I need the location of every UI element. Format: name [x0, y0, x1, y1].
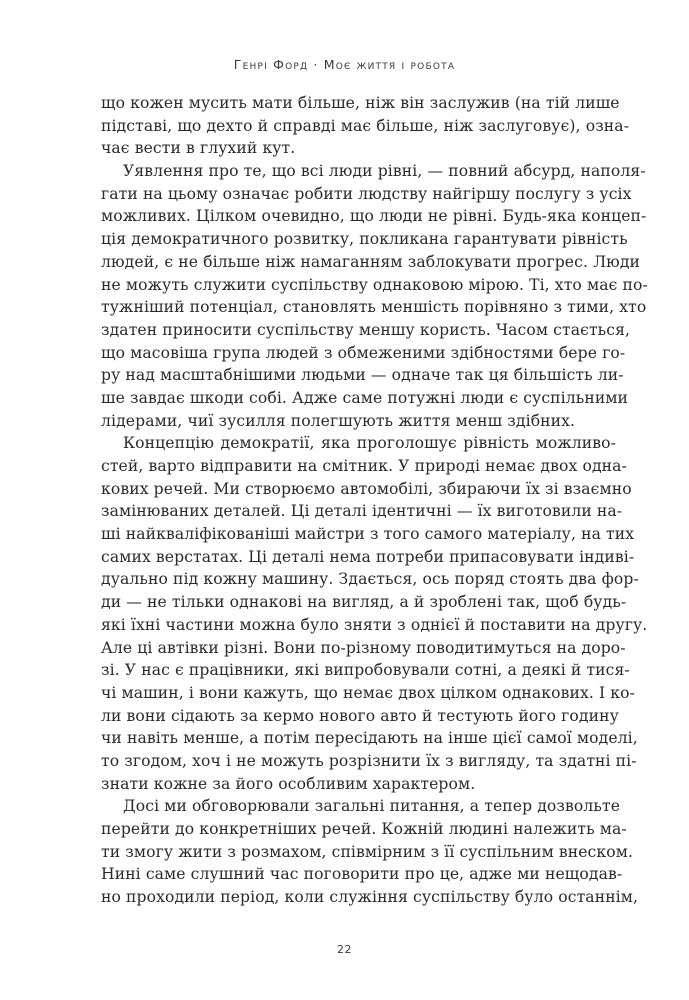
text-line: чи навіть менше, а потім пересідають на інше цієї самої моделі, — [101, 729, 638, 748]
text-line: ти змогу жити з розмахом, співмірним з її суспільним внеском. — [101, 842, 634, 861]
running-head: Генрі Форд · Моє життя і робота — [233, 57, 456, 72]
text-line: стей, варто відправити на смітник. У природі немає двох одна- — [101, 457, 627, 475]
text-line: но проходили період, коли служіння суспільству було останнім, — [101, 888, 639, 907]
text-line: кових речей. Ми створюємо автомобілі, збираючи їх зі взаємно — [101, 479, 632, 498]
text-line: чає вести в глухий кут. — [101, 139, 296, 158]
text-line: зі. У нас є працівники, які випробовували сотні, а деякі й тися- — [101, 661, 630, 680]
text-line: що масовіша група людей з обмеженими здібностями бере го- — [101, 343, 626, 362]
text-line: ші найкваліфікованіші майстри з того самого матеріалу, на тих — [101, 525, 635, 544]
text-line: перейти до конкретніших речей. Кожній людині належить ма- — [101, 820, 627, 838]
text-line: гати на цьому означає робити людству найгіршу послугу з усіх — [101, 184, 632, 203]
text-line: не можуть служити суспільству однаковою мірою. Ті, хто має по- — [101, 275, 648, 294]
text-line: дуально під кожну машину. Здається, ось поряд стоять два фор- — [101, 570, 639, 589]
text-line: можливих. Цілком очевидно, що люди не рівні. Будь-яка концеп- — [101, 207, 647, 226]
text-line: то згодом, хоч і не можуть розрізнити їх з вигляду, та здатні пі- — [101, 751, 637, 770]
text-line: знати кожне за його особливим характером. — [101, 774, 476, 793]
paragraph-first-line: Уявлення про те, що всі люди рівні, — повний абсурд, наполя- — [123, 162, 646, 181]
text-line: замінюваних деталей. Ці деталі ідентичні — їх виготовили на- — [101, 502, 623, 521]
text-line: що кожен мусить мати більше, ніж він заслужив (на тій лише — [101, 94, 620, 112]
text-line: лідерами, чиї зусилля полегшують життя менш здібних. — [101, 411, 576, 430]
body-text — [101, 92, 648, 909]
text-line: здатен приносити суспільству меншу користь. Часом стається, — [101, 320, 631, 339]
text-line: ли вони сідають за кермо нового авто й тестують його годину — [101, 706, 619, 725]
text-line: Але ці автівки різні. Вони по-різному поводитимуться на доро- — [101, 638, 626, 657]
text-line: підставі, що дехто й справді має більше, ніж заслуговує), озна- — [101, 116, 630, 135]
paragraph-first-line: Концепцію демократії, яка проголошує рівність можливо- — [123, 434, 616, 453]
page-number: 22 — [337, 943, 352, 956]
text-line: ше завдає шкоди собі. Адже саме потужні люди є суспільними — [101, 388, 629, 407]
text-line: які їхні частини можна було зняти з однієї й поставити на другу. — [101, 615, 648, 634]
text-line: ди — не тільки однакові на вигляд, а й зроблені так, щоб будь- — [101, 593, 627, 612]
text-line: чі машин, і вони кажуть, що немає двох цілком однакових. І ко- — [101, 683, 635, 702]
text-line: Нині саме слушний час поговорити про це, адже ми нещодав- — [101, 865, 623, 884]
text-line: ру над масштабнішими людьми — одначе так ця більшість ли- — [101, 366, 624, 385]
text-line: тужніший потенціал, становлять меншість порівняно з тими, хто — [101, 298, 647, 317]
paragraph-first-line: Досі ми обговорювали загальні питання, а тепер дозвольте — [123, 797, 621, 816]
text-line: самих верстатах. Ці деталі нема потреби припасовувати індиві- — [101, 547, 635, 566]
text-line: ція демократичного розвитку, покликана гарантувати рівність — [101, 230, 628, 249]
text-line: людей, є не більше ніж намаганням заблокувати прогрес. Люди — [101, 252, 641, 271]
